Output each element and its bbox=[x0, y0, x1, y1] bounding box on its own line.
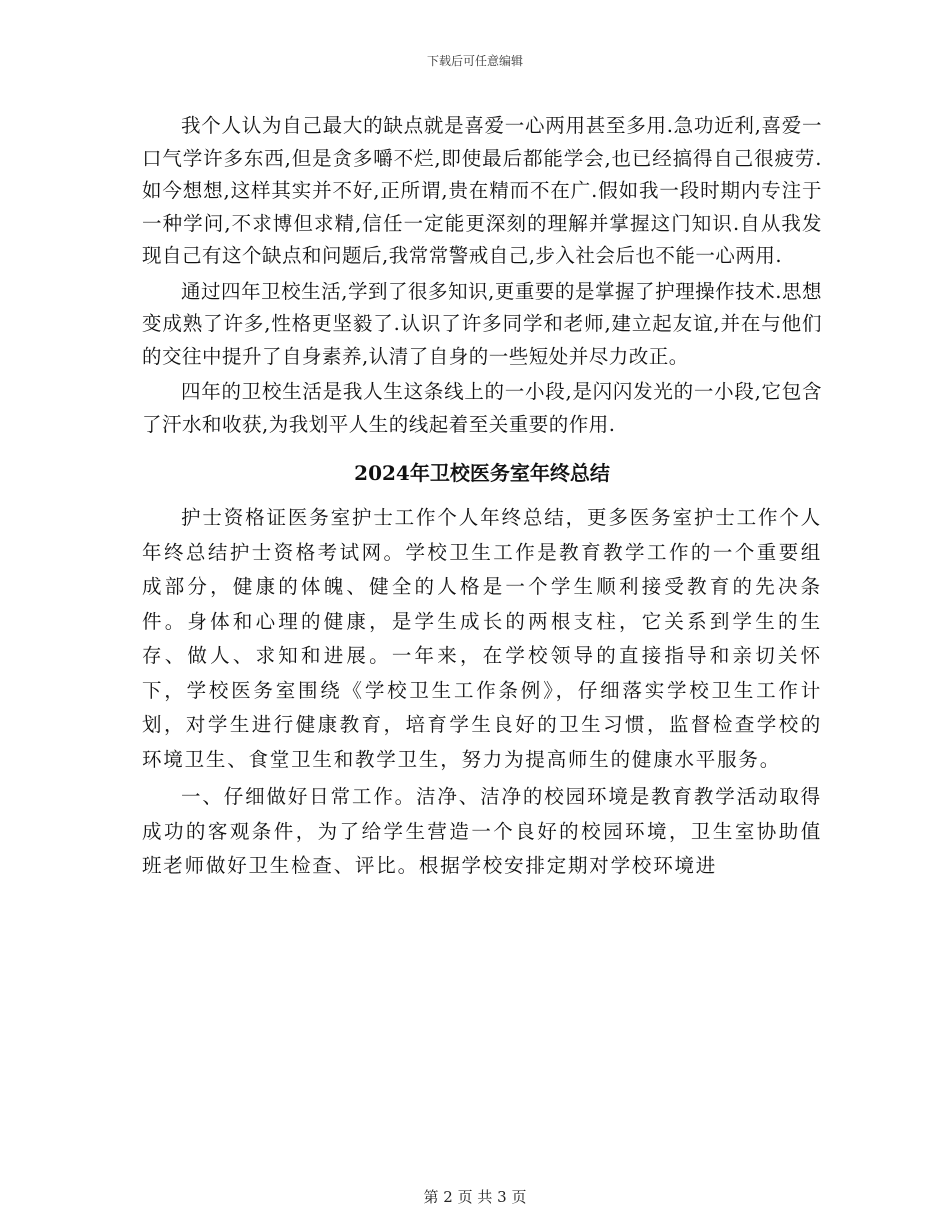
paragraph: 通过四年卫校生活,学到了很多知识,更重要的是掌握了护理操作技术.思想变成熟了许多,性格更坚毅了.认识了许多同学和老师,建立起友谊,并在与他们的交往中提升了自身素养,认清了自身的一些短处并尽力改正。 bbox=[142, 279, 822, 368]
document-body bbox=[142, 110, 822, 887]
paragraph: 护士资格证医务室护士工作个人年终总结，更多医务室护士工作个人年终总结护士资格考试网。学校卫生工作是教育教学工作的一个重要组成部分，健康的体魄、健全的人格是一个学生顺利接受教育的先决条件。身体和心理的健康，是学生成长的两根支柱，它关系到学生的生存、做人、求知和进展。一年来，在学校领导的直接指导和亲切关怀下，学校医务室围绕《学校卫生工作条例》，仔细落实学校卫生工作计划，对学生进行健康教育，培育学生良好的卫生习惯，监督检查学校的环境卫生、食堂卫生和教学卫生，努力为提高师生的健康水平服务。 bbox=[142, 506, 822, 771]
section-title: 2024年卫校医务室年终总结 bbox=[354, 461, 610, 485]
paragraph: 四年的卫校生活是我人生这条线上的一小段,是闪闪发光的一小段,它包含了汗水和收获,为我划平人生的线起着至关重要的作用. bbox=[142, 380, 822, 436]
paragraph: 一、仔细做好日常工作。洁净、洁净的校园环境是教育教学活动取得成功的客观条件，为了给学生营造一个良好的校园环境，卫生室协助值班老师做好卫生检查、评比。根据学校安排定期对学校环境进 bbox=[142, 785, 822, 877]
page-header: 下载后可任意编辑 bbox=[426, 54, 523, 68]
paragraph: 我个人认为自己最大的缺点就是喜爱一心两用甚至多用.急功近利,喜爱一口气学许多东西,但是贪多嚼不烂,即使最后都能学会,也已经搞得自己很疲劳.如今想想,这样其实并不好,正所谓,贵在精而不在广.假如我一段时期内专注于一种学问,不求博但求精,信任一定能更深刻的理解并掌握这门知识.自从我发现自己有这个缺点和问题后,我常常警戒自己,步入社会后也不能一心两用. bbox=[142, 114, 822, 267]
page-footer: 第 2 页 共 3 页 bbox=[423, 1188, 527, 1206]
